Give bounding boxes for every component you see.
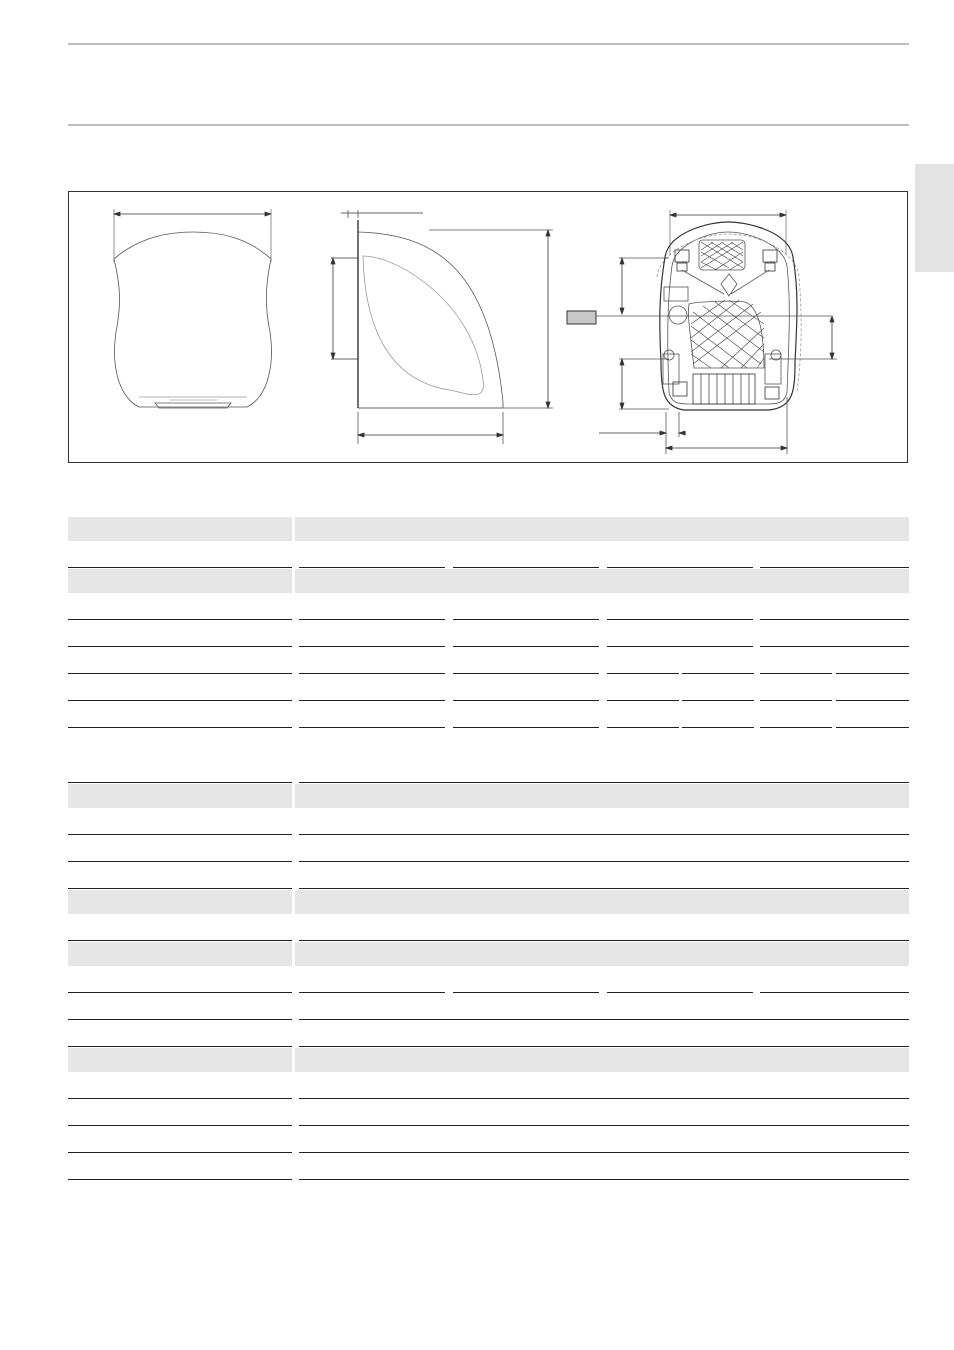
- section-header: [68, 890, 909, 914]
- row-label-rule: [68, 567, 292, 568]
- row-value-rule: [607, 673, 679, 674]
- row-label-rule: [68, 1152, 292, 1153]
- row-value-rule: [607, 567, 753, 568]
- dimension-drawing: [69, 192, 909, 464]
- row-label-rule: [68, 782, 292, 783]
- row-value-rule: [453, 673, 599, 674]
- rear-view: [567, 210, 837, 454]
- row-value-rule: [760, 727, 832, 728]
- spec-table: [68, 517, 909, 1237]
- row-value-rule: [299, 1125, 909, 1126]
- section-header-divider: [292, 890, 295, 914]
- row-value-rule: [299, 673, 445, 674]
- row-value-rule: [760, 673, 832, 674]
- section-header-divider: [292, 569, 295, 593]
- row-value-rule: [836, 673, 909, 674]
- row-value-rule: [760, 646, 909, 647]
- row-label-rule: [68, 834, 292, 835]
- row-label-rule: [68, 1046, 292, 1047]
- header-rule-bottom: [68, 124, 909, 126]
- section-header: [68, 517, 909, 541]
- row-value-rule: [299, 992, 445, 993]
- row-value-rule: [299, 940, 909, 941]
- row-value-rule: [760, 992, 909, 993]
- row-value-rule: [607, 727, 679, 728]
- row-value-rule: [607, 992, 753, 993]
- row-value-rule: [760, 567, 909, 568]
- row-value-rule: [682, 727, 754, 728]
- row-value-rule: [299, 782, 909, 783]
- row-value-rule: [299, 1179, 909, 1180]
- row-label-rule: [68, 1179, 292, 1180]
- row-value-rule: [760, 619, 909, 620]
- row-label-rule: [68, 888, 292, 889]
- row-value-rule: [299, 646, 445, 647]
- row-label-rule: [68, 619, 292, 620]
- row-value-rule: [453, 619, 599, 620]
- row-value-rule: [453, 700, 599, 701]
- row-value-rule: [453, 992, 599, 993]
- row-value-rule: [607, 700, 679, 701]
- row-value-rule: [299, 888, 909, 889]
- section-tab-marker: [915, 164, 954, 272]
- row-value-rule: [682, 673, 754, 674]
- section-header-divider: [292, 784, 295, 808]
- row-value-rule: [836, 727, 909, 728]
- section-header-divider: [292, 1048, 295, 1072]
- row-label-rule: [68, 646, 292, 647]
- row-label-rule: [68, 700, 292, 701]
- row-value-rule: [299, 700, 445, 701]
- section-header: [68, 1048, 909, 1072]
- row-label-rule: [68, 1019, 292, 1020]
- row-label-rule: [68, 992, 292, 993]
- row-label-rule: [68, 1125, 292, 1126]
- row-value-rule: [836, 700, 909, 701]
- row-value-rule: [299, 834, 909, 835]
- row-value-rule: [299, 1098, 909, 1099]
- row-value-rule: [682, 700, 754, 701]
- row-value-rule: [299, 727, 445, 728]
- row-value-rule: [299, 1152, 909, 1153]
- row-value-rule: [453, 646, 599, 647]
- row-value-rule: [453, 567, 599, 568]
- row-label-rule: [68, 727, 292, 728]
- row-value-rule: [299, 1019, 909, 1020]
- row-value-rule: [607, 619, 753, 620]
- row-value-rule: [299, 567, 445, 568]
- side-view: [331, 210, 553, 444]
- row-value-rule: [760, 700, 832, 701]
- section-header: [68, 942, 909, 966]
- dimension-drawing-frame: [68, 191, 908, 463]
- row-value-rule: [607, 646, 753, 647]
- row-label-rule: [68, 861, 292, 862]
- front-view: [114, 209, 271, 408]
- section-header: [68, 569, 909, 593]
- row-value-rule: [299, 861, 909, 862]
- row-label-rule: [68, 673, 292, 674]
- row-value-rule: [299, 619, 445, 620]
- section-header-divider: [292, 942, 295, 966]
- section-header: [68, 784, 909, 808]
- row-value-rule: [453, 727, 599, 728]
- row-label-rule: [68, 940, 292, 941]
- row-value-rule: [299, 1046, 909, 1047]
- header-rule-top: [68, 43, 909, 45]
- row-label-rule: [68, 1098, 292, 1099]
- section-header-divider: [292, 517, 295, 541]
